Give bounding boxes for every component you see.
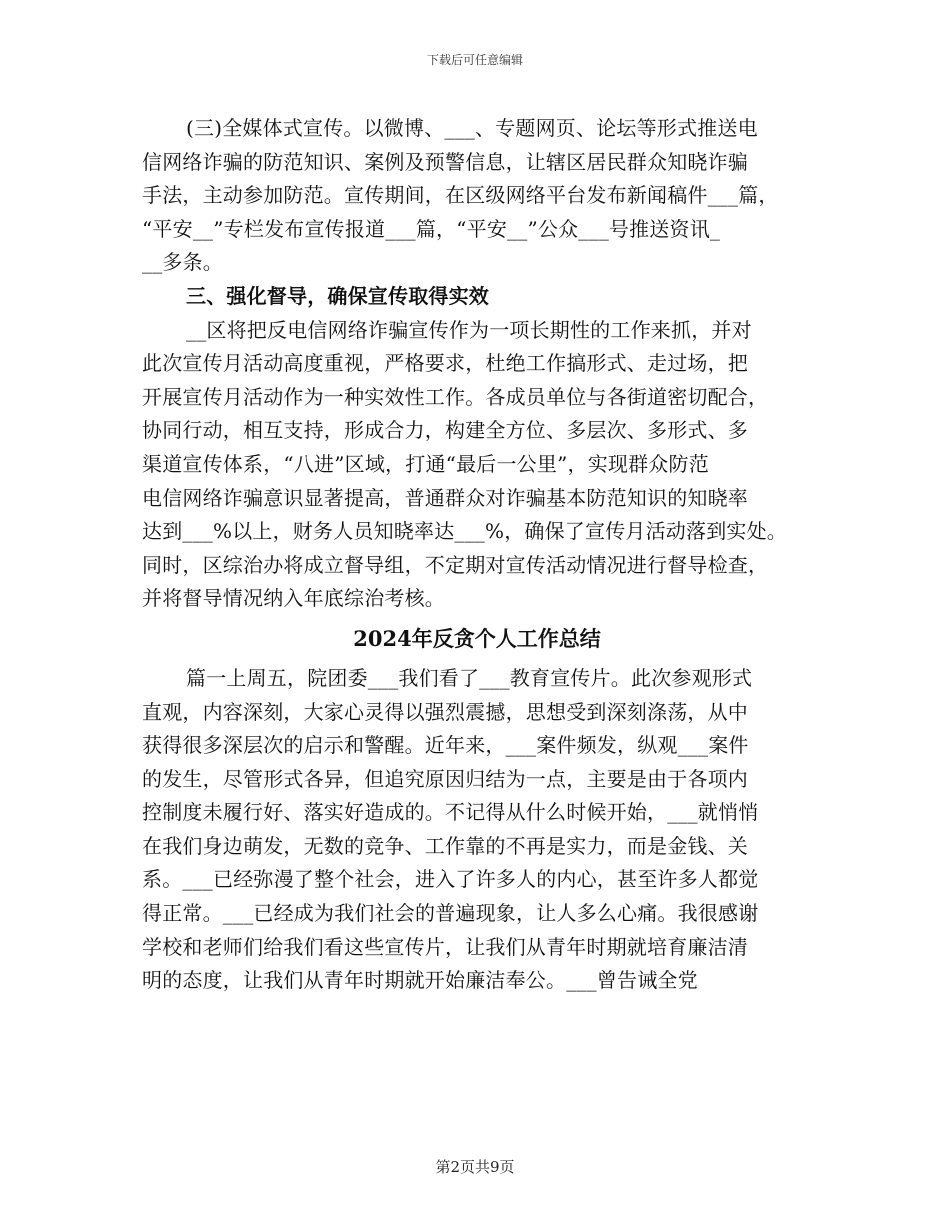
article-title: 2024年反贪个人工作总结: [353, 625, 601, 651]
paragraph-line: 协同行动，相互支持，形成合力，构建全方位、多层次、多形式、多: [142, 418, 748, 443]
paragraph-line: 达到___%以上，财务人员知晓率达___%，确保了宣传月活动落到实处。: [142, 519, 788, 544]
paragraph-line: 电信网络诈骗意识显著提高，普通群众对诈骗基本防范知识的知晓率: [142, 485, 748, 510]
section-one-paragraph: [142, 112, 812, 280]
paragraph-line: 学校和老师们给我们看这些宣传片，让我们从青年时期就培育廉洁清: [142, 934, 748, 959]
paragraph-line: 此次宣传月活动高度重视，严格要求，杜绝工作搞形式、走过场，把: [142, 351, 748, 376]
paragraph-line: 手法，主动参加防范。宣传期间，在区级网络平台发布新闻稿件___篇，: [142, 183, 779, 208]
document-body: [142, 112, 812, 998]
page-header-note: 下载后可任意编辑: [426, 53, 523, 67]
paragraph-line: 获得很多深层次的启示和警醒。近年来，___案件频发，纵观___案件: [142, 733, 749, 758]
paragraph-line: 的发生，尽管形式各异，但追究原因归结为一点，主要是由于各项内: [142, 766, 748, 791]
page-number: 第2页共9页: [435, 1158, 515, 1176]
paragraph-line: 渠道宣传体系，“八进”区域，打通“最后一公里”，实现群众防范: [142, 451, 709, 476]
paragraph-line: 并将督导情况纳入年底综治考核。: [142, 586, 445, 611]
section-heading: 三、强化督导，确保宣传取得实效: [186, 283, 489, 308]
paragraph-line: 信网络诈骗的防范知识、案例及预警信息，让辖区居民群众知晓诈骗: [142, 149, 748, 174]
paragraph-line: 系。___已经弥漫了整个社会，进入了许多人的内心，甚至许多人都觉: [142, 867, 759, 892]
article-paragraph: [142, 662, 812, 998]
paragraph-line: 开展宣传月活动作为一种实效性工作。各成员单位与各街道密切配合，: [142, 384, 769, 409]
paragraph-line: 同时，区综治办将成立督导组，不定期对宣传活动情况进行督导检查，: [142, 552, 769, 577]
paragraph-line: 控制度未履行好、落实好造成的。不记得从什么时候开始，___就悄悄: [142, 800, 759, 825]
paragraph-line: __多条。: [142, 250, 223, 275]
paragraph-line: 在我们身边萌发，无数的竞争、工作靠的不再是实力，而是金钱、关: [142, 833, 748, 858]
paragraph-line: __区将把反电信网络诈骗宣传作为一项长期性的工作来抓，并对: [186, 317, 752, 342]
paragraph-line: (三)全媒体式宣传。以微博、___、专题网页、论坛等形式推送电: [186, 116, 758, 140]
paragraph-line: 直观，内容深刻，大家心灵得以强烈震撼，思想受到深刻涤荡，从中: [142, 699, 748, 724]
paragraph-line: 明的态度，让我们从青年时期就开始廉洁奉公。___曾告诫全党: [142, 968, 698, 993]
section-three-paragraph: [142, 314, 812, 616]
paragraph-line: 篇一上周五，院团委___我们看了___教育宣传片。此次参观形式: [186, 665, 753, 690]
paragraph-line: “平安__”专栏发布宣传报道___篇，“平安__”公众___号推送资讯_: [142, 216, 721, 241]
paragraph-line: 得正常。___已经成为我们社会的普遍现象，让人多么心痛。我很感谢: [142, 901, 759, 926]
